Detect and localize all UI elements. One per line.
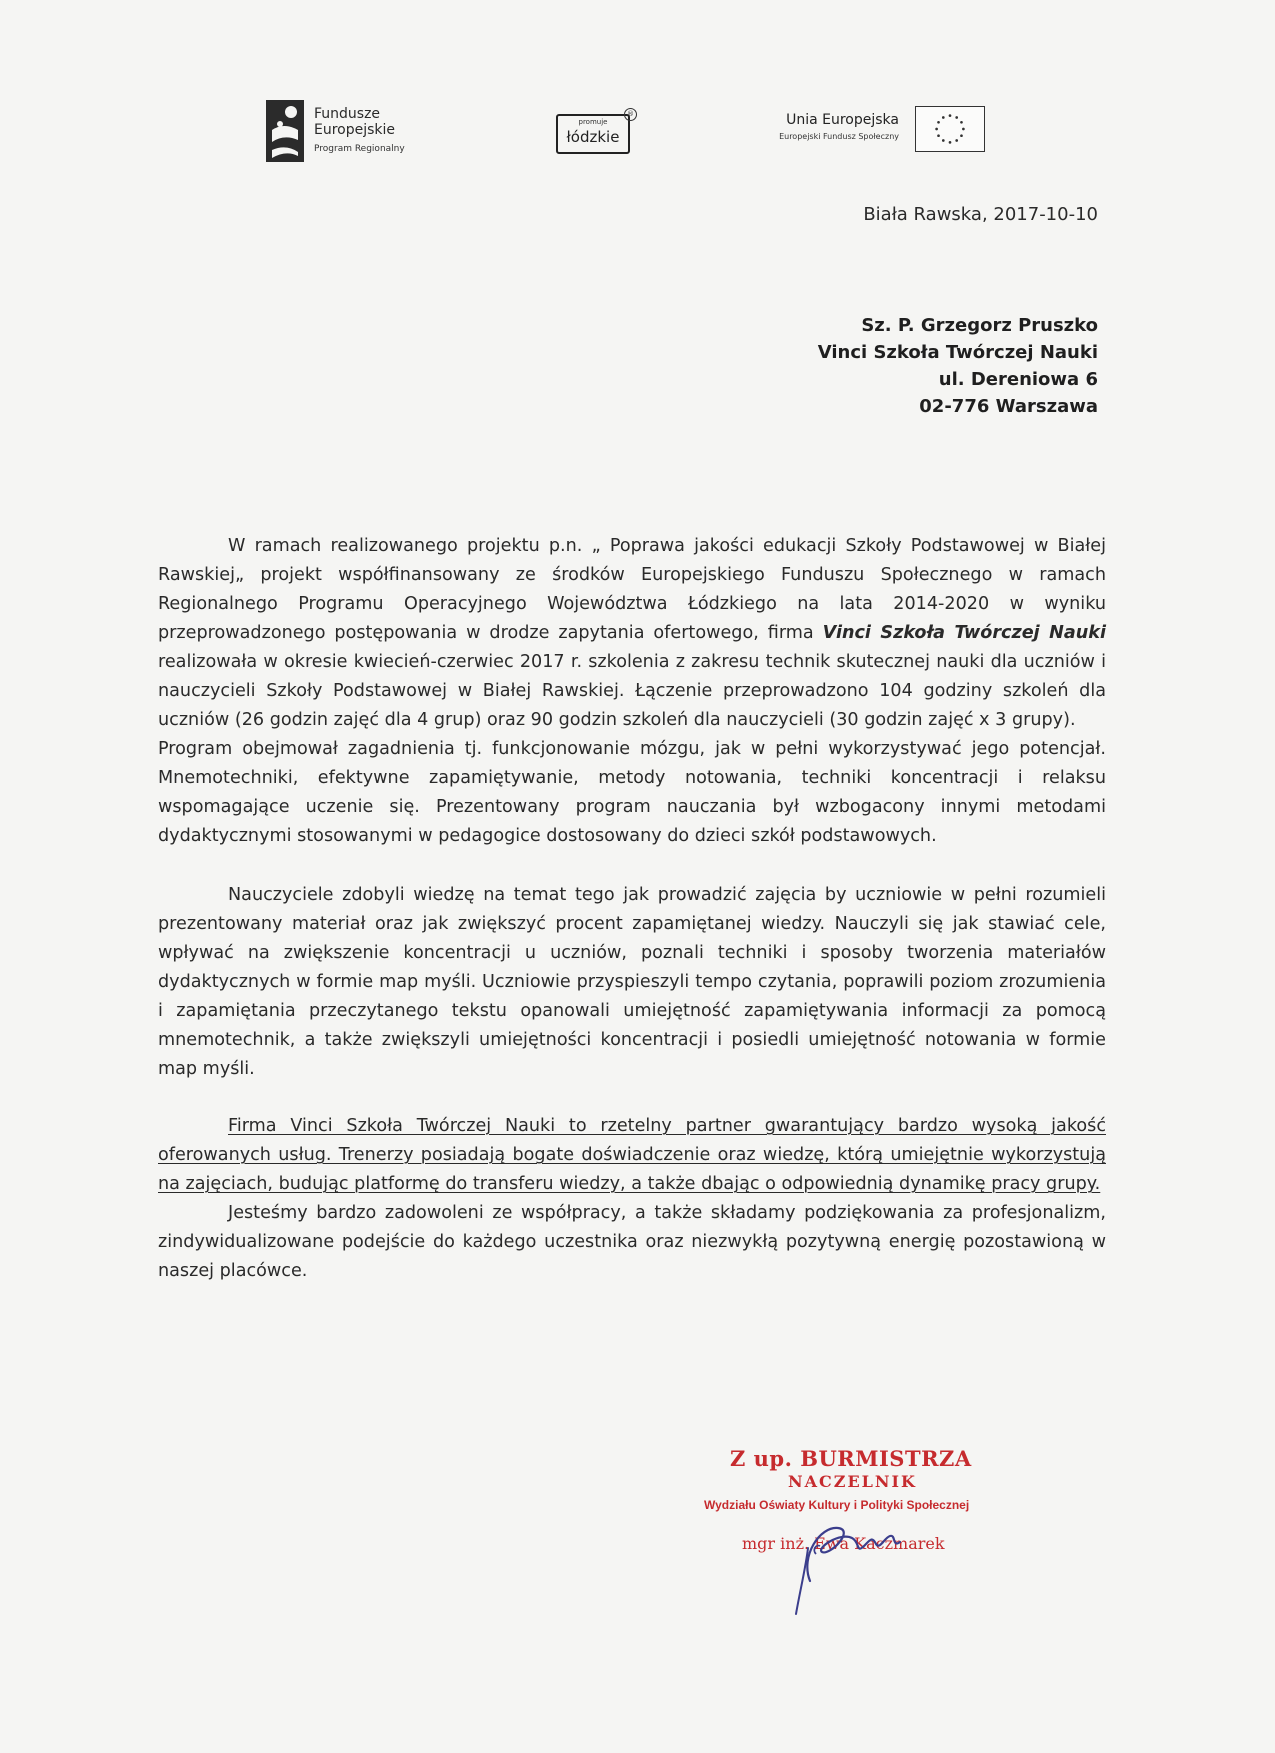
fundusze-europejskie-logo (266, 100, 456, 162)
unia-europejska-logo (740, 104, 985, 152)
letter-date: Biała Rawska, 2017-10-10 (863, 204, 1098, 225)
recipient-name: Sz. P. Grzegorz Pruszko (861, 315, 1098, 336)
handwritten-signature-icon (760, 1486, 920, 1616)
recipient-street: ul. Dereniowa 6 (938, 369, 1098, 390)
lodzkie-logo (556, 108, 634, 158)
ue-logo-title: Unia Europejska (786, 112, 899, 128)
stamp-line-4: mgr inż. Ewa Kaczmarek (742, 1534, 945, 1553)
paragraph-3: Nauczyciele zdobyli wiedzę na temat tego jak prowadzić zajęcia by uczniowie w pełni rozumieli prezentowany materiał oraz jak zwiększyć procent zapamiętanej wiedzy. Nauczyli się jak stawiać cele, wpływać na zwiększenie koncentracji u uczniów, poznali techniki i sposoby tworzenia materiałów dydaktycznych w formie map myśli. Uczniowie przyspieszyli tempo czytania, poprawili poziom zrozumienia i zapamiętania przeczytanego tekstu opanowali umiejętność zapamiętywania informacji za pomocą mnemotechnik, a także zwiększyli umiejętności koncentracji i posiedli umiejętność notowania w formie map myśli. (158, 885, 1106, 1079)
eu-flag-icon (915, 106, 985, 152)
paragraph-1-rest: realizowała w okresie kwiecień-czerwiec 2017 r. szkolenia z zakresu technik skutecznej nauki dla uczniów i nauczycieli Szkoły Podstawowej w Białej Rawskiej. Łączenie przeprowadzono 104 godziny szkoleń dla uczniów (26 godzin zajęć dla 4 grup) oraz 90 godzin szkoleń dla nauczycieli (30 godzin zajęć x 3 grupy). (158, 652, 1106, 730)
paragraph-4: Firma Vinci Szkoła Twórczej Nauki to rzetelny partner gwarantujący bardzo wysoką jakość oferowanych usług. Trenerzy posiadają bogate doświadczenie oraz wiedzę, którą umiejętnie wykorzystują na zajęciach, budując platformę do transferu wiedzy, a także dbając o odpowiednią dynamikę pracy grupy. (158, 1116, 1106, 1194)
letter-body (158, 532, 1106, 1286)
stamp-line-3: Wydziału Oświaty Kultury i Polityki Społecznej (704, 1498, 970, 1512)
lodzkie-logo-name: łódzkie (566, 128, 620, 146)
fe-logo-title: Fundusze Europejskie (314, 106, 396, 138)
paragraph-1 (158, 532, 1106, 735)
fe-logo-subtitle: Program Regionalny (314, 144, 405, 154)
ue-logo-subtitle: Europejski Fundusz Społeczny (779, 132, 899, 141)
recipient-address (818, 312, 1098, 420)
company-name-highlight: Vinci Szkoła Twórczej Nauki (822, 623, 1106, 643)
paragraph-5: Jesteśmy bardzo zadowoleni ze współpracy, a także składamy podziękowania za profesjonalizm, zindywidualizowane podejście do każdego uczestnika oraz niezwykłą pozytywną energię pozostawioną w naszej placówce. (158, 1203, 1106, 1281)
stamp-line-1: Z up. BURMISTRZA (730, 1446, 972, 1471)
fundusze-europejskie-icon (266, 100, 304, 162)
registered-icon: ® (624, 108, 637, 121)
lodzkie-logo-top: promuje (578, 118, 608, 126)
recipient-company: Vinci Szkoła Twórczej Nauki (817, 342, 1098, 363)
paragraph-1-intro: W ramach realizowanego projektu p.n. „ Poprawa jakości edukacji Szkoły Podstawowej w Białej Rawskiej„ projekt współfinansowany ze środków Europejskiego Funduszu Społecznego w ramach Regionalnego Programu Operacyjnego Województwa Łódzkiego na lata 2014-2020 w wyniku przeprowadzonego postępowania w drodze zapytania ofertowego, firma (158, 536, 1106, 643)
official-stamp (700, 1446, 1000, 1586)
recipient-city: 02-776 Warszawa (919, 396, 1098, 417)
stamp-line-2: NACZELNIK (788, 1472, 917, 1491)
paragraph-2: Program obejmował zagadnienia tj. funkcjonowanie mózgu, jak w pełni wykorzystywać jego potencjał. Mnemotechniki, efektywne zapamiętywanie, metody notowania, techniki koncentracji i relaksu wspomagające uczenie się. Prezentowany program nauczania był wzbogacony innymi metodami dydaktycznymi stosowanymi w pedagogice dostosowany do dzieci szkół podstawowych. (158, 739, 1106, 846)
